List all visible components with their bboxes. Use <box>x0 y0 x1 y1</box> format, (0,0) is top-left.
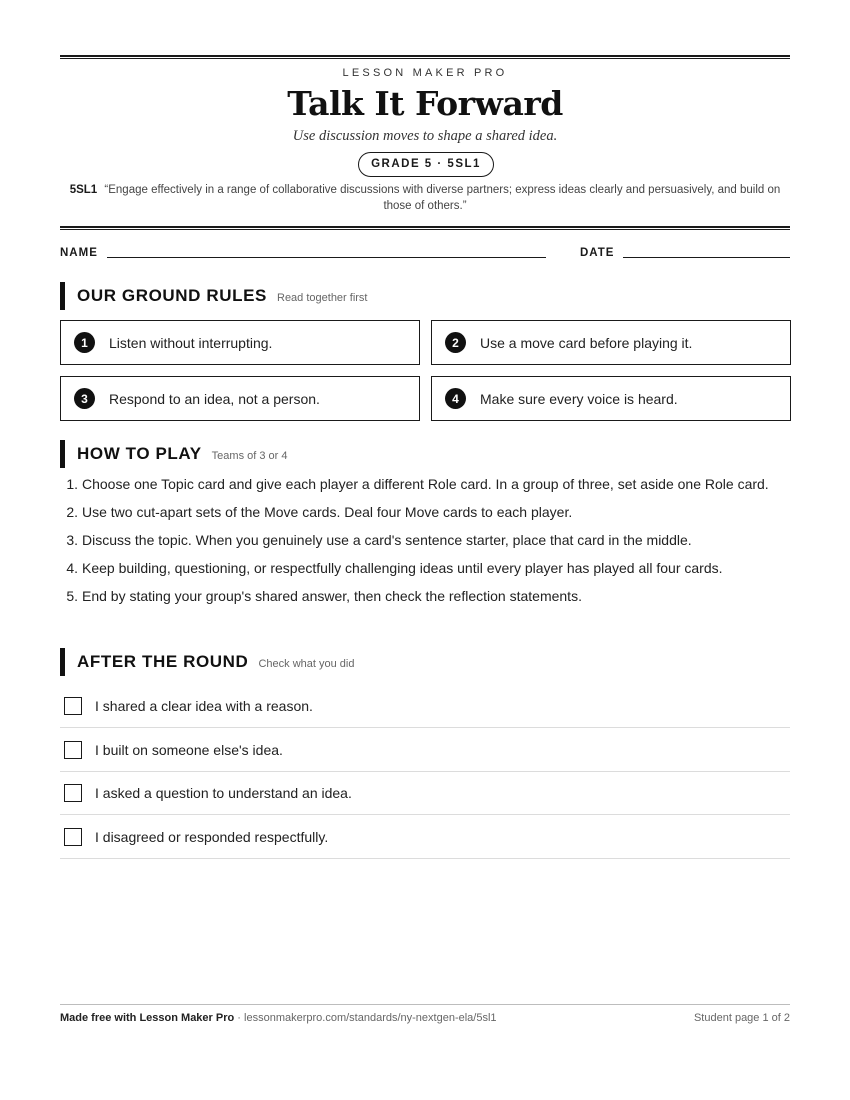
step-number: 4. <box>66 560 78 576</box>
worksheet-page <box>60 0 790 1100</box>
rule-number-badge: 4 <box>445 388 466 409</box>
footer-url[interactable]: lessonmakerpro.com/standards/ny-nextgen-ela/5sl1 <box>244 1012 497 1024</box>
step-text: Choose one Topic card and give each player a different Role card. In a group of three, set aside one Role card. <box>82 476 769 492</box>
page-number: Student page 1 of 2 <box>693 1012 790 1024</box>
header-bottom-rule <box>60 226 790 230</box>
instruction-step <box>60 586 790 606</box>
how-to-play-heading <box>60 440 288 468</box>
ground-rule-card <box>431 320 791 365</box>
reflection-checkbox[interactable] <box>64 828 82 846</box>
name-field[interactable] <box>107 257 546 258</box>
footer-separator: · <box>237 1012 241 1024</box>
step-number: 1. <box>66 476 78 492</box>
header-top-rule <box>60 55 790 59</box>
instruction-step <box>60 530 790 550</box>
step-number: 3. <box>66 532 78 548</box>
reflection-text: I disagreed or responded respectfully. <box>95 828 329 845</box>
ground-rules-subtitle: Read together first <box>277 291 368 304</box>
footer-divider <box>60 1004 790 1005</box>
how-to-play-subtitle: Teams of 3 or 4 <box>211 449 288 462</box>
instruction-step <box>60 502 790 522</box>
reflection-text: I built on someone else's idea. <box>95 741 283 758</box>
rule-number-badge: 2 <box>445 332 466 353</box>
standard-text: “Engage effectively in a range of collaborative discussions with diverse partners; express ideas clearly and persuasively, and build on those of others.” <box>104 184 781 212</box>
step-text: Keep building, questioning, or respectfully challenging ideas until every player has played all four cards. <box>82 560 723 576</box>
standard-description <box>60 182 790 214</box>
page-title: Talk It Forward <box>287 84 563 123</box>
step-text: Use two cut-apart sets of the Move cards. Deal four Move cards to each player. <box>82 504 573 520</box>
rule-number-badge: 3 <box>74 388 95 409</box>
date-field[interactable] <box>623 257 790 258</box>
ground-rule-card <box>431 376 791 421</box>
instruction-step <box>60 474 790 494</box>
name-label: NAME <box>60 247 98 259</box>
rule-text: Make sure every voice is heard. <box>480 390 678 407</box>
reflection-checkbox[interactable] <box>64 697 82 715</box>
rule-text: Use a move card before playing it. <box>480 334 693 351</box>
ground-rule-card <box>60 376 420 421</box>
page-subtitle: Use discussion moves to shape a shared idea. <box>292 128 558 144</box>
instruction-step <box>60 558 790 578</box>
how-to-play-title: HOW TO PLAY <box>77 444 202 463</box>
ground-rule-card <box>60 320 420 365</box>
reflection-item <box>60 815 790 859</box>
after-round-heading <box>60 648 354 676</box>
reflection-text: I asked a question to understand an idea. <box>95 784 352 801</box>
footer-made-with: Made free with Lesson Maker Pro <box>60 1012 235 1024</box>
brand-name: LESSON MAKER PRO <box>342 67 508 79</box>
standard-code: 5SL1 <box>69 184 98 196</box>
after-round-title: AFTER THE ROUND <box>77 652 249 671</box>
footer-credit <box>60 1012 497 1024</box>
ground-rules-title: OUR GROUND RULES <box>77 286 267 305</box>
rule-number-badge: 1 <box>74 332 95 353</box>
step-number: 2. <box>66 504 78 520</box>
date-label: DATE <box>580 247 615 259</box>
reflection-item <box>60 771 790 815</box>
instructions-list <box>60 474 790 614</box>
step-number: 5. <box>66 588 78 604</box>
step-text: Discuss the topic. When you genuinely use a card's sentence starter, place that card in the middle. <box>82 532 692 548</box>
reflection-checkbox[interactable] <box>64 784 82 802</box>
reflection-item <box>60 684 790 728</box>
reflection-item <box>60 728 790 772</box>
after-round-subtitle: Check what you did <box>258 657 355 670</box>
rule-text: Respond to an idea, not a person. <box>109 390 320 407</box>
grade-badge: GRADE 5 · 5SL1 <box>358 152 494 177</box>
reflection-text: I shared a clear idea with a reason. <box>95 697 313 714</box>
rule-text: Listen without interrupting. <box>109 334 273 351</box>
step-text: End by stating your group's shared answer, then check the reflection statements. <box>82 588 582 604</box>
ground-rules-heading <box>60 282 368 310</box>
reflection-checkbox[interactable] <box>64 741 82 759</box>
